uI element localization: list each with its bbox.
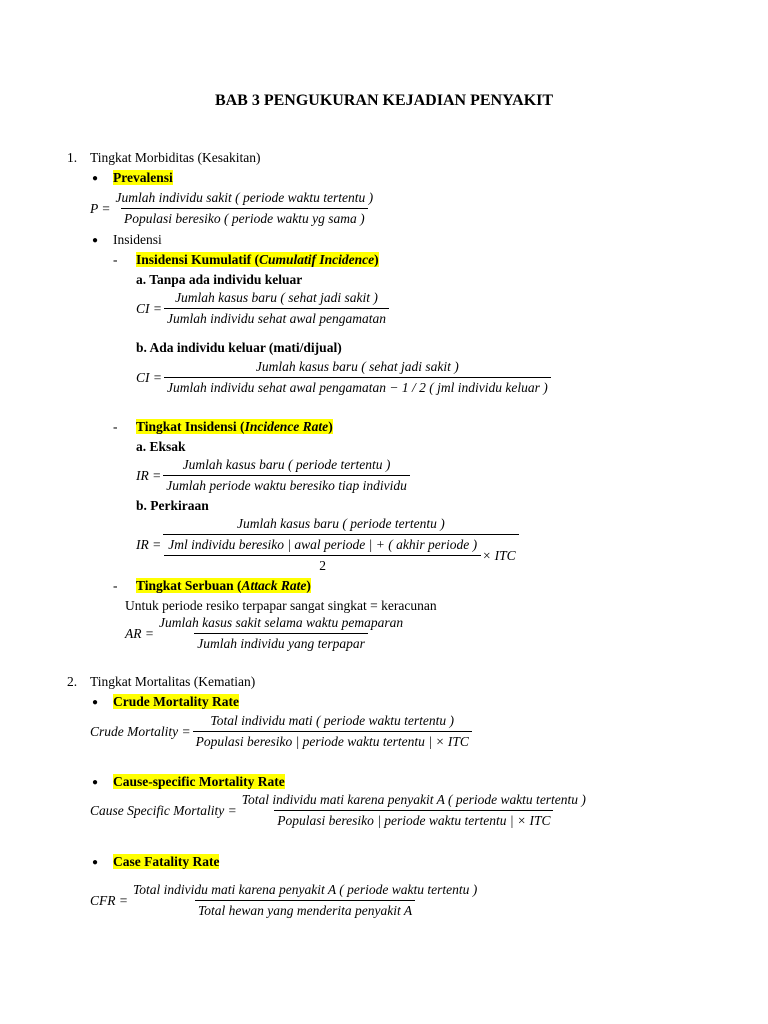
section-1-heading: Tingkat Morbiditas (Kesakitan) (90, 150, 261, 165)
formula-lhs: AR = (125, 625, 154, 641)
ci-formula-a (136, 290, 389, 327)
dash-marker: - (113, 252, 118, 267)
insidensi-kumulatif-heading: Insidensi Kumulatif (Cumulatif Incidence) (136, 252, 379, 267)
formula-denominator: Populasi beresiko | periode waktu tertentu | × ITC (274, 810, 553, 829)
bullet-icon: ● (92, 857, 99, 868)
formula-numerator: Jumlah kasus baru ( periode tertentu ) (237, 516, 445, 531)
dash-marker: - (113, 578, 118, 593)
formula-lhs: CFR = (90, 892, 128, 908)
formula-lhs: P = (90, 200, 111, 216)
formula-denominator: Populasi beresiko | periode waktu tertentu | × ITC (193, 731, 472, 750)
formula-denominator: Jumlah individu sehat awal pengamatan − 1 / 2 ( jml individu keluar ) (164, 377, 551, 396)
bullet-icon: ● (92, 173, 99, 184)
page-title: BAB 3 PENGUKURAN KEJADIAN PENYAKIT (214, 92, 554, 109)
bullet-icon: ● (92, 235, 99, 246)
section-1-number: 1. (67, 150, 78, 165)
formula-lhs: IR = (136, 467, 162, 483)
ci-formula-b (136, 359, 551, 396)
formula-numerator: Jumlah kasus baru ( periode tertentu ) (182, 457, 391, 472)
prevalensi-heading: Prevalensi (113, 170, 173, 185)
formula-numerator: Jumlah individu sakit ( periode waktu tertentu ) (115, 190, 374, 205)
attack-rate-heading: Tingkat Serbuan (Attack Rate) (136, 578, 311, 593)
formula-lhs: Cause Specific Mortality = (90, 802, 237, 818)
case-fatality-heading: Case Fatality Rate (113, 854, 220, 869)
ar-formula (125, 615, 406, 652)
crude-mortality-formula (90, 713, 472, 750)
formula-numerator: Total individu mati karena penyakit A ( periode waktu tertentu ) (132, 882, 478, 897)
dash-marker: - (113, 419, 118, 434)
formula-denominator (163, 534, 518, 574)
formula-numerator: Total individu mati karena penyakit A ( periode waktu tertentu ) (241, 792, 586, 807)
formula-denominator: Jumlah periode waktu beresiko tiap individu (163, 475, 410, 494)
nested-numerator: Jml individu beresiko | awal periode | + ( akhir periode ) (168, 537, 478, 552)
formula-numerator: Jumlah kasus baru ( sehat jadi sakit ) (175, 290, 378, 305)
section-2-number: 2. (67, 674, 78, 689)
subheading-ada-keluar: b. Ada individu keluar (mati/dijual) (136, 340, 342, 355)
formula-denominator: Populasi beresiko ( periode waktu yg sama ) (121, 208, 368, 227)
formula-numerator: Jumlah kasus sakit selama waktu pemaparan (158, 615, 404, 630)
bullet-icon: ● (92, 697, 99, 708)
formula-lhs: CI = (136, 300, 162, 316)
formula-numerator: Total individu mati ( periode waktu tertentu ) (210, 713, 455, 728)
attack-rate-note: Untuk periode resiko terpapar sangat singkat = keracunan (125, 598, 437, 613)
ir-formula-perkiraan (136, 516, 519, 574)
formula-lhs: CI = (136, 369, 162, 385)
cause-specific-formula (90, 792, 589, 829)
formula-denominator: Jumlah individu sehat awal pengamatan (164, 308, 389, 327)
nested-fraction (166, 537, 479, 574)
formula-lhs: Crude Mortality = (90, 723, 191, 739)
bullet-icon: ● (92, 777, 99, 788)
formula-multiplier: × ITC (482, 547, 516, 563)
crude-mortality-heading: Crude Mortality Rate (113, 694, 239, 709)
cause-specific-heading: Cause-specific Mortality Rate (113, 774, 285, 789)
subheading-eksak: a. Eksak (136, 439, 186, 454)
formula-denominator: Total hewan yang menderita penyakit A (195, 900, 415, 919)
cfr-formula (90, 882, 480, 919)
formula-numerator: Jumlah kasus baru ( sehat jadi sakit ) (255, 359, 459, 374)
ir-formula-eksak (136, 457, 410, 494)
nested-denominator: 2 (164, 555, 481, 574)
prevalensi-formula (90, 190, 376, 227)
section-2-heading: Tingkat Mortalitas (Kematian) (90, 674, 256, 689)
subheading-perkiraan: b. Perkiraan (136, 498, 209, 513)
subheading-tanpa-keluar: a. Tanpa ada individu keluar (136, 272, 303, 287)
insidensi-heading: Insidensi (113, 232, 162, 247)
incidence-rate-heading: Tingkat Insidensi (Incidence Rate) (136, 419, 333, 434)
formula-lhs: IR = (136, 537, 162, 552)
formula-denominator: Jumlah individu yang terpapar (194, 633, 368, 652)
